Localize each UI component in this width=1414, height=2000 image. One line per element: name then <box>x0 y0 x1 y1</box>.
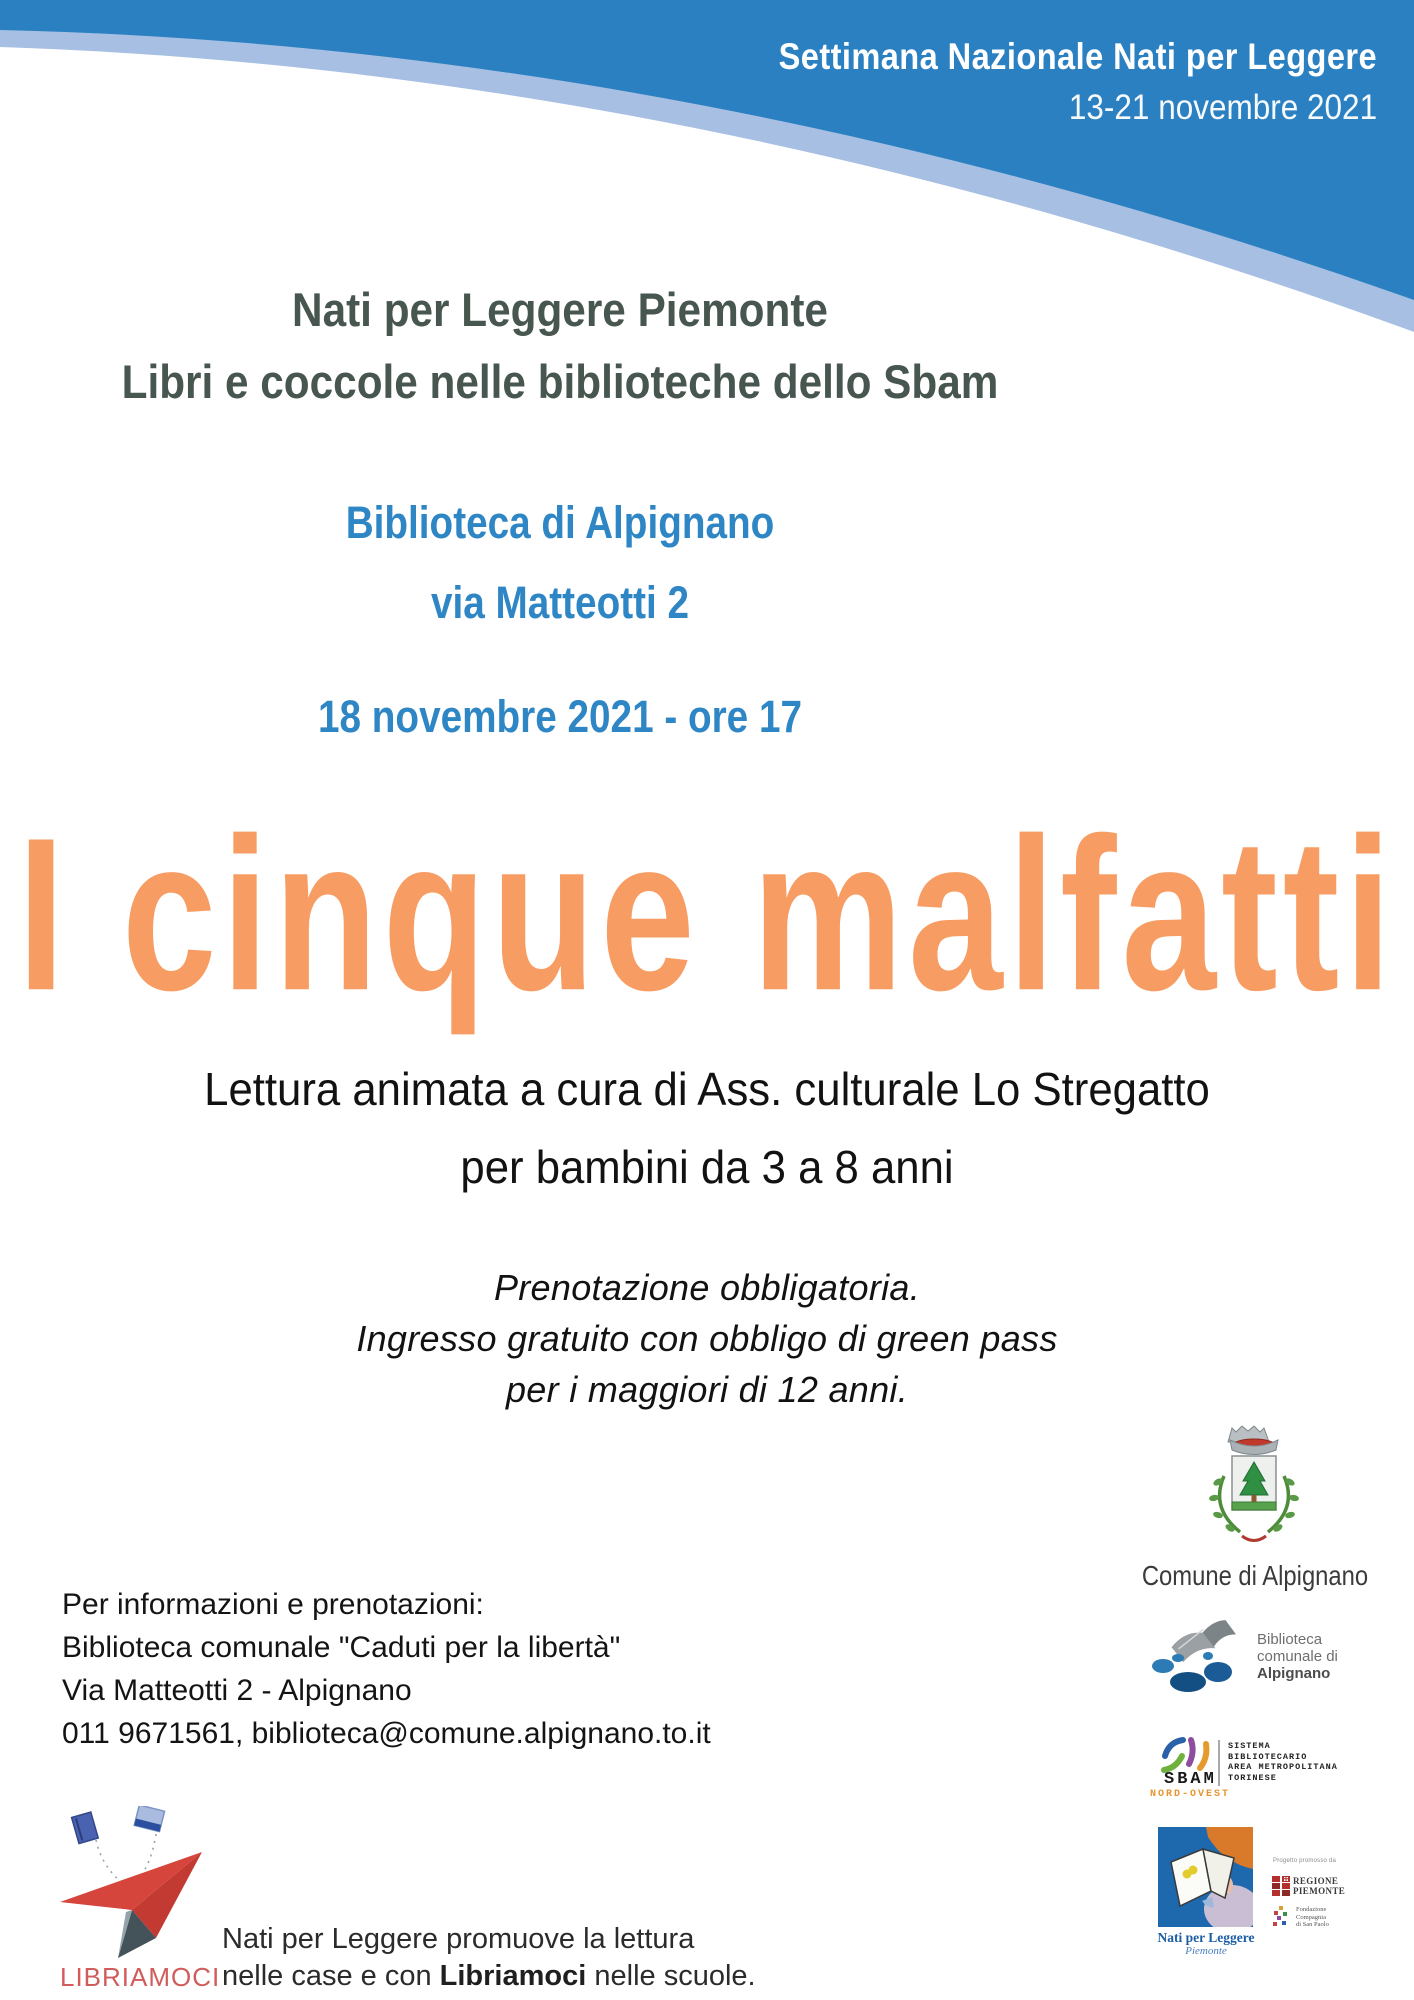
banner-dates: 13-21 novembre 2021 <box>1068 88 1377 127</box>
biblioteca-text-line1: Biblioteca <box>1257 1631 1323 1648</box>
sbam-desc-line-4: TORINESE <box>1228 1772 1277 1783</box>
npl-name: Nati per Leggere <box>1157 1930 1255 1945</box>
heading-line2: Libri e coccole nelle biblioteche dello Sbam <box>121 355 999 408</box>
regione-line2: PIEMONTE <box>1293 1886 1346 1896</box>
biblioteca-text-line3: Alpignano <box>1257 1665 1331 1682</box>
banner-title: Settimana Nazionale Nati per Leggere <box>778 36 1377 77</box>
libriamoci-note <box>222 1921 756 1995</box>
note-line-3: per i maggiori di 12 anni. <box>505 1369 909 1410</box>
fondazione-name <box>1296 1906 1329 1929</box>
sbam-description <box>1228 1741 1338 1783</box>
event-description-line1: Lettura animata a cura di Ass. culturale Lo Stregatto <box>204 1063 1210 1115</box>
banner-text-block <box>697 36 1377 128</box>
fondazione-line2: Compagnia <box>1296 1913 1326 1921</box>
contact-line-3: Via Matteotti 2 - Alpignano <box>62 1674 412 1707</box>
npl-region: Piemonte <box>1185 1945 1227 1957</box>
sbam-subname: NORD-OVEST <box>1150 1789 1231 1800</box>
libriamoci-note-line2-bold: Libriamoci <box>439 1960 587 1992</box>
fondazione-sanpaolo-icon <box>1273 1906 1289 1928</box>
libriamoci-note-line1: Nati per Leggere promuove la lettura <box>222 1923 695 1955</box>
contact-line-1: Per informazioni e prenotazioni: <box>62 1588 484 1621</box>
note-line-2: Ingresso gratuito con obbligo di green pass <box>356 1318 1058 1359</box>
regione-piemonte-icon <box>1272 1876 1290 1896</box>
event-notes <box>0 1262 1414 1415</box>
event-title: I cinque malfatti <box>17 793 1397 1037</box>
regione-line1: REGIONE <box>1293 1876 1339 1886</box>
contact-line-2: Biblioteca comunale "Caduti per la libertà" <box>62 1631 621 1664</box>
libriamoci-note-line2-post: nelle scuole. <box>586 1960 756 1992</box>
contact-block <box>62 1583 711 1755</box>
sbam-desc-line-2: BIBLIOTECARIO <box>1228 1751 1308 1762</box>
contact-line-4: 011 9671561, biblioteca@comune.alpignano.to.it <box>62 1717 711 1750</box>
libriamoci-note-line2 <box>222 1958 756 1995</box>
biblioteca-logo-icon <box>1150 1620 1244 1694</box>
libriamoci-plane-icon <box>58 1806 210 1966</box>
sbam-name: SBAM <box>1164 1770 1217 1789</box>
note-line-1: Prenotazione obbligatoria. <box>493 1267 921 1308</box>
heading-line1: Nati per Leggere Piemonte <box>292 283 828 336</box>
regione-piemonte-name <box>1293 1876 1345 1896</box>
libriamoci-label: LIBRIAMOCI <box>60 1962 221 1992</box>
fondazione-line3: di San Paolo <box>1296 1921 1329 1928</box>
biblioteca-logo-text <box>1257 1631 1338 1682</box>
event-datetime: 18 novembre 2021 - ore 17 <box>317 691 803 742</box>
nati-per-leggere-logo-icon <box>1158 1827 1253 1927</box>
venue-name: Biblioteca di Alpignano <box>345 497 775 548</box>
biblioteca-text-line2: comunale di <box>1257 1648 1338 1665</box>
comune-crest-icon <box>1202 1420 1306 1552</box>
libriamoci-note-line2-pre: nelle case e con <box>222 1960 440 1992</box>
promo-label: Progetto promosso da <box>1273 1858 1337 1864</box>
sbam-desc-line-3: AREA METROPOLITANA <box>1228 1762 1338 1772</box>
fondazione-line1: Fondazione <box>1296 1906 1327 1913</box>
event-description-line2: per bambini da 3 a 8 anni <box>460 1141 954 1193</box>
sbam-divider <box>1218 1740 1220 1786</box>
venue-address: via Matteotti 2 <box>430 577 690 628</box>
comune-label: Comune di Alpignano <box>1141 1560 1369 1591</box>
sbam-desc-line-1: SISTEMA <box>1228 1741 1271 1751</box>
